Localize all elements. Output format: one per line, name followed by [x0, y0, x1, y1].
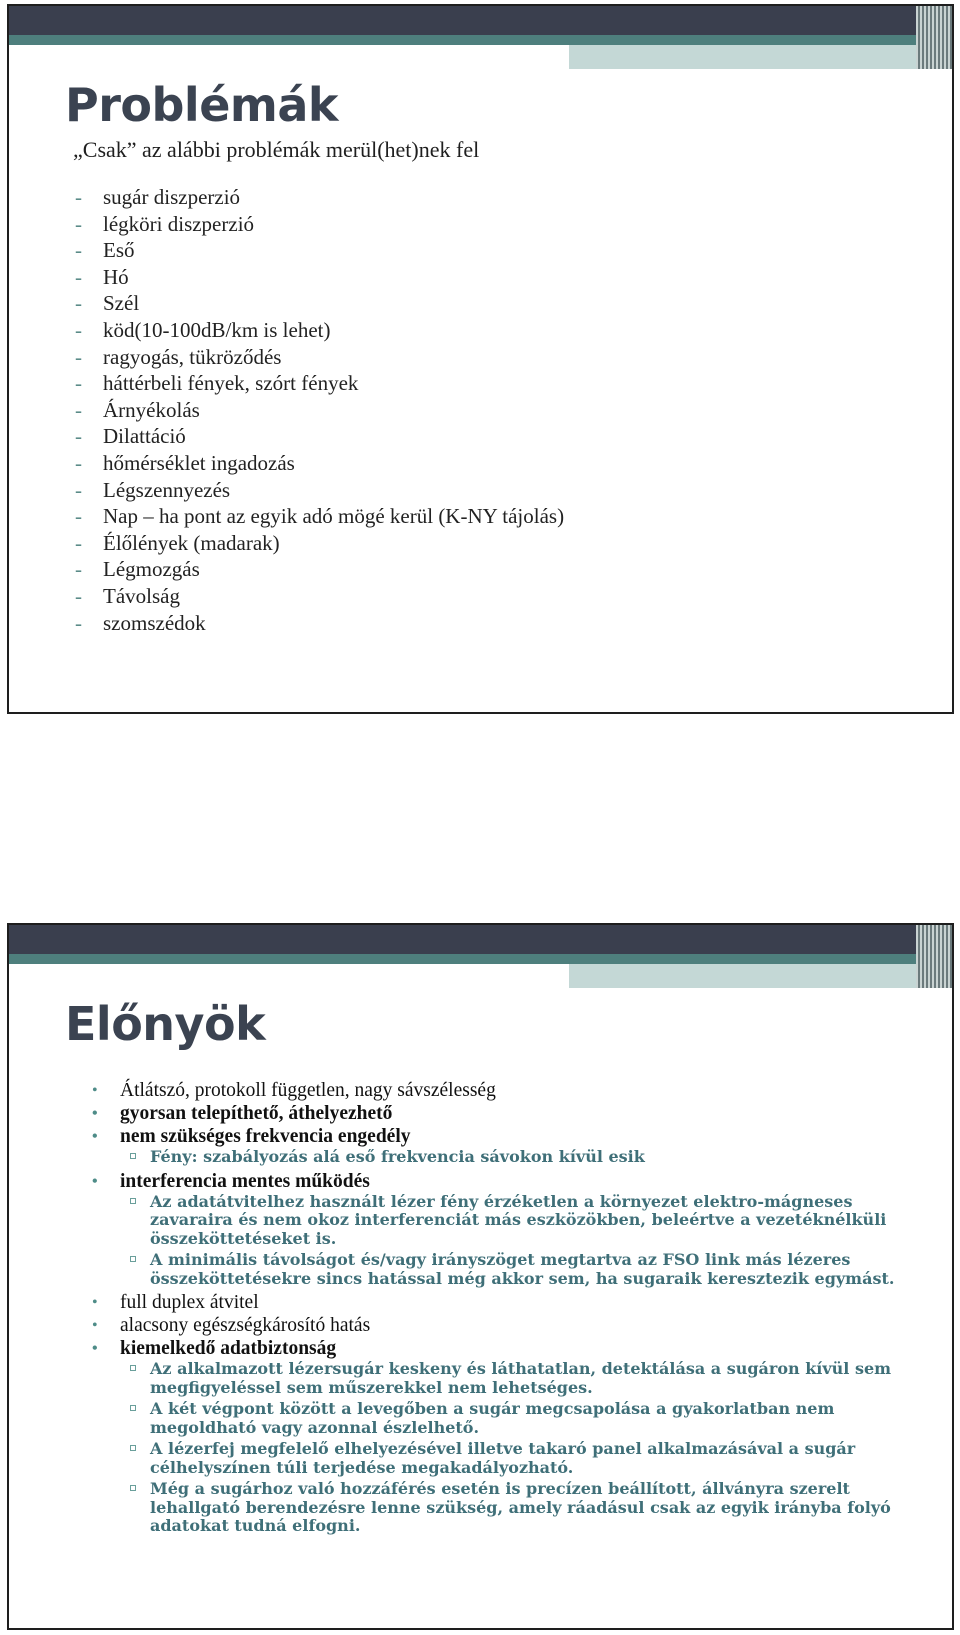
slide-title: Előnyök [65, 997, 266, 1051]
advantage-item [92, 1314, 932, 1337]
dash-marker: - [75, 397, 82, 422]
problem-item-text: Árnyékolás [103, 397, 200, 422]
dash-marker: - [75, 504, 82, 529]
bullet-icon: • [92, 1317, 98, 1334]
header-bar-white [9, 45, 569, 69]
bullet-icon: • [92, 1294, 98, 1311]
problem-item-text: Dilattáció [103, 424, 186, 449]
problem-item [75, 610, 564, 637]
sub-item-text: Fény: szabályozás alá eső frekvencia sávokon kívül esik [150, 1147, 645, 1166]
square-bullet-icon [130, 1445, 136, 1451]
header-bar-teal [9, 35, 952, 45]
advantage-item-text: kiemelkedő adatbiztonság [120, 1338, 337, 1359]
advantage-item-text: nem szükséges frekvencia engedély [120, 1126, 411, 1147]
problem-item-text: légköri diszperzió [103, 211, 255, 236]
header-bar-teal [9, 954, 952, 964]
problem-item-text: Távolság [103, 583, 180, 608]
problem-item-text: Élőlények (madarak) [103, 530, 280, 555]
advantage-item-text: alacsony egészségkárosító hatás [120, 1315, 371, 1336]
dash-marker: - [75, 583, 82, 608]
slide-problemak [7, 4, 954, 714]
problem-item-text: köd(10-100dB/km is lehet) [103, 317, 331, 342]
advantage-item [92, 1291, 932, 1314]
problem-item [75, 503, 564, 530]
dash-marker: - [75, 291, 82, 316]
sub-list [120, 1360, 932, 1536]
sub-item-text: Az alkalmazott lézersugár keskeny és láthatatlan, detektálása a sugáron kívül sem megfigyeléssel sem műszerekkel nem lehetséges. [150, 1359, 892, 1397]
dash-marker: - [75, 264, 82, 289]
problem-item [75, 211, 564, 238]
problem-item [75, 264, 564, 291]
bullet-icon: • [92, 1340, 98, 1357]
header-bar-light [569, 45, 952, 69]
advantage-item [92, 1170, 932, 1289]
sub-item [120, 1360, 932, 1397]
sub-item [120, 1193, 932, 1249]
problem-item [75, 556, 564, 583]
bullet-icon: • [92, 1172, 98, 1190]
problem-item [75, 477, 564, 504]
square-bullet-icon [130, 1365, 136, 1371]
slide-title: Problémák [65, 78, 338, 132]
advantage-item-text: interferencia mentes működés [120, 1170, 370, 1192]
dash-marker: - [75, 530, 82, 555]
header-bar-white [9, 964, 569, 988]
advantage-item-text: Átlátszó, protokoll független, nagy sávszélesség [120, 1080, 496, 1101]
advantage-item [92, 1125, 932, 1167]
square-bullet-icon [130, 1198, 136, 1204]
advantage-item-text: gyorsan telepíthető, áthelyezhető [120, 1103, 393, 1124]
advantage-item [92, 1079, 932, 1102]
problem-item [75, 290, 564, 317]
header-bar-light [569, 964, 952, 988]
problem-item [75, 370, 564, 397]
header-stripes-decoration [916, 925, 952, 988]
sub-item [120, 1480, 932, 1536]
problem-item [75, 184, 564, 211]
dash-marker: - [75, 317, 82, 342]
sub-item-text: A két végpont között a levegőben a sugár megcsapolása a gyakorlatban nem megoldható vagy azonnal észlelhető. [150, 1399, 835, 1437]
problem-item [75, 317, 564, 344]
problem-item [75, 237, 564, 264]
sub-list [120, 1148, 932, 1167]
problem-item [75, 397, 564, 424]
dash-marker: - [75, 610, 82, 635]
problem-item-text: Légszennyezés [103, 477, 231, 502]
dash-marker: - [75, 344, 82, 369]
sub-item [120, 1251, 932, 1288]
problem-item-text: Eső [103, 238, 135, 263]
dash-marker: - [75, 450, 82, 475]
dash-marker: - [75, 557, 82, 582]
sub-item-text: A minimális távolságot és/vagy irányszöget megtartva az FSO link más lézeres összeköttetésekre sincs hatással még akkor sem, ha sugaraik keresztezik egymást. [150, 1250, 895, 1288]
square-bullet-icon [130, 1485, 136, 1491]
problem-item-text: háttérbeli fények, szórt fények [103, 371, 359, 396]
sub-item [120, 1440, 932, 1477]
advantage-item [92, 1102, 932, 1125]
bullet-icon: • [92, 1105, 98, 1122]
bullet-icon: • [92, 1128, 98, 1145]
problem-item-text: Légmozgás [103, 557, 200, 582]
sub-item-text: Még a sugárhoz való hozzáférés esetén is precízen beállított, állványra szerelt lehallgató berendezésre lenne szükség, amely ráadásul csak az egyik irányba folyó adatokat tudná elfogni. [150, 1479, 891, 1535]
problem-item [75, 344, 564, 371]
sub-item-text: A lézerfej megfelelő elhelyezésével illetve takaró panel alkalmazásával a sugár célhelyszínen túli terjedése megakadályozható. [150, 1439, 856, 1477]
advantage-item-text: full duplex átvitel [120, 1292, 259, 1313]
sub-list [120, 1193, 932, 1289]
slide-subtitle: „Csak” az alábbi problémák merül(het)nek fel [73, 137, 480, 162]
dash-marker: - [75, 211, 82, 236]
header-stripes-decoration [916, 6, 952, 69]
dash-marker: - [75, 238, 82, 263]
square-bullet-icon [130, 1405, 136, 1411]
sub-item [120, 1148, 932, 1167]
advantage-list [92, 1079, 932, 1539]
problem-item [75, 450, 564, 477]
square-bullet-icon [130, 1256, 136, 1262]
bullet-icon: • [92, 1082, 98, 1099]
problem-list [75, 184, 564, 636]
sub-item-text: Az adatátvitelhez használt lézer fény érzéketlen a környezet elektro-mágneses zavaraira és nem okoz interferenciát más eszközökben, beleértve a vezetéknélküli összeköttetéseket is. [150, 1191, 887, 1248]
sub-item [120, 1400, 932, 1437]
problem-item [75, 423, 564, 450]
problem-item-text: szomszédok [103, 610, 206, 635]
dash-marker: - [75, 185, 82, 209]
dash-marker: - [75, 371, 82, 396]
problem-item [75, 530, 564, 557]
square-bullet-icon [130, 1153, 136, 1159]
header-bar-dark [9, 6, 952, 35]
problem-item-text: sugár diszperzió [103, 185, 241, 209]
problem-item [75, 583, 564, 610]
dash-marker: - [75, 424, 82, 449]
problem-item-text: Hó [103, 264, 129, 289]
problem-item-text: Szél [103, 291, 140, 316]
problem-item-text: hőmérséklet ingadozás [103, 450, 295, 475]
header-bar-dark [9, 925, 952, 954]
problem-item-text: ragyogás, tükröződés [103, 344, 282, 369]
advantage-item [92, 1337, 932, 1536]
problem-item-text: Nap – ha pont az egyik adó mögé kerül (K-NY tájolás) [103, 504, 565, 529]
dash-marker: - [75, 477, 82, 502]
